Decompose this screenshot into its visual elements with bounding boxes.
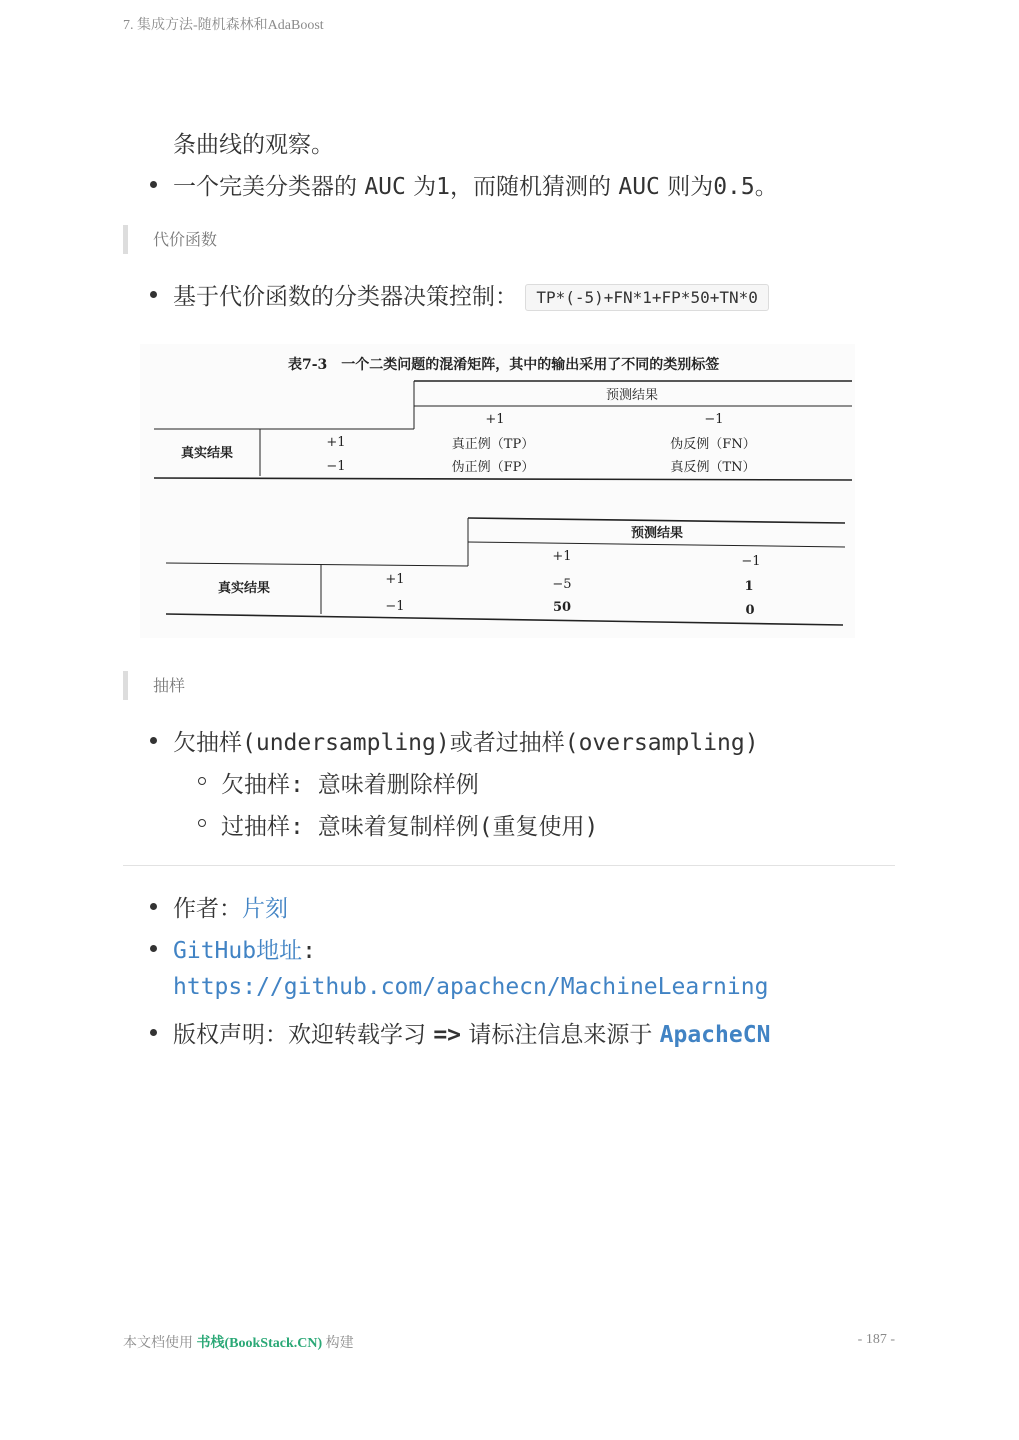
bullet-dot — [150, 291, 157, 298]
cost-bullet-text: 基于代价函数的分类器决策控制： TP*(-5)+FN*1+FP*50+TN*0 — [173, 278, 769, 311]
blockquote-bar — [123, 225, 128, 254]
figure-caption: 表7-3 一个二类问题的混淆矩阵，其中的输出采用了不同的类别标签 — [288, 357, 720, 373]
continuation-text: 条曲线的观察。 — [173, 132, 334, 158]
t1-cell-tp: 真正例（TP） — [451, 437, 535, 452]
horizontal-rule — [123, 865, 895, 866]
bullet-dot — [150, 737, 157, 744]
auc-bullet-text: 一个完美分类器的 AUC 为1，而随机猜测的 AUC 则为0.5。 — [173, 174, 778, 200]
bullet-dot — [150, 945, 157, 952]
sub-bullet-circle — [198, 819, 206, 827]
apachecn-link[interactable]: ApacheCN — [659, 1022, 771, 1048]
running-header: 7. 集成方法-随机森林和AdaBoost — [123, 18, 324, 33]
t1-pred-header: 预测结果 — [605, 388, 659, 403]
github-url-link[interactable]: https://github.com/apachecn/MachineLearning — [173, 974, 769, 1000]
copyright-line: 版权声明：欢迎转载学习 => 请标注信息来源于 ApacheCN — [173, 1022, 771, 1048]
t2-row-pos: +1 — [385, 572, 405, 587]
t2-cell-22: 0 — [745, 603, 755, 618]
cost-formula-code: TP*(-5)+FN*1+FP*50+TN*0 — [525, 284, 769, 311]
t2-cell-21: 50 — [552, 600, 572, 615]
t1-pred-pos: +1 — [485, 412, 505, 427]
t1-row-neg: −1 — [326, 459, 346, 474]
t1-cell-fp: 伪正例（FP） — [451, 460, 535, 475]
blockquote-bar — [123, 671, 128, 700]
author-link[interactable]: 片刻 — [242, 896, 288, 922]
t1-cell-fn: 伪反例（FN） — [670, 437, 756, 452]
confusion-matrix-image — [140, 344, 855, 638]
bullet-dot — [150, 181, 157, 188]
author-line: 作者：片刻 — [173, 896, 288, 922]
oversampling-item: 过抽样: 意味着复制样例(重复使用) — [221, 814, 599, 840]
bookstack-link[interactable]: 书栈(BookStack.CN) — [196, 1336, 323, 1351]
confusion-matrix-figure — [140, 344, 855, 638]
t2-true-header: 真实结果 — [217, 581, 271, 596]
t2-row-neg: −1 — [385, 599, 405, 614]
github-line: GitHub地址: — [173, 938, 316, 964]
t2-cell-11: −5 — [552, 577, 572, 592]
page-number: - 187 - — [857, 1332, 895, 1347]
t2-pred-pos: +1 — [552, 549, 572, 564]
t1-row-pos: +1 — [326, 435, 346, 450]
sampling-section-title: 抽样 — [153, 676, 186, 695]
github-url-line — [173, 974, 768, 1000]
t1-true-header: 真实结果 — [180, 446, 234, 461]
footer-credit: 本文档使用 书栈(BookStack.CN) 构建 — [123, 1336, 354, 1351]
undersampling-item: 欠抽样: 意味着删除样例 — [221, 772, 479, 798]
t1-cell-tn: 真反例（TN） — [670, 460, 756, 475]
t2-pred-header: 预测结果 — [630, 526, 684, 541]
t2-cell-12: 1 — [744, 579, 754, 594]
sampling-main-text: 欠抽样(undersampling)或者过抽样(oversampling) — [173, 730, 759, 756]
cost-section-title: 代价函数 — [153, 230, 218, 249]
t2-pred-neg: −1 — [741, 554, 761, 569]
t1-pred-neg: −1 — [704, 412, 724, 427]
bullet-dot — [150, 1029, 157, 1036]
bullet-dot — [150, 903, 157, 910]
sub-bullet-circle — [198, 777, 206, 785]
github-label-link[interactable]: GitHub地址 — [173, 938, 303, 964]
